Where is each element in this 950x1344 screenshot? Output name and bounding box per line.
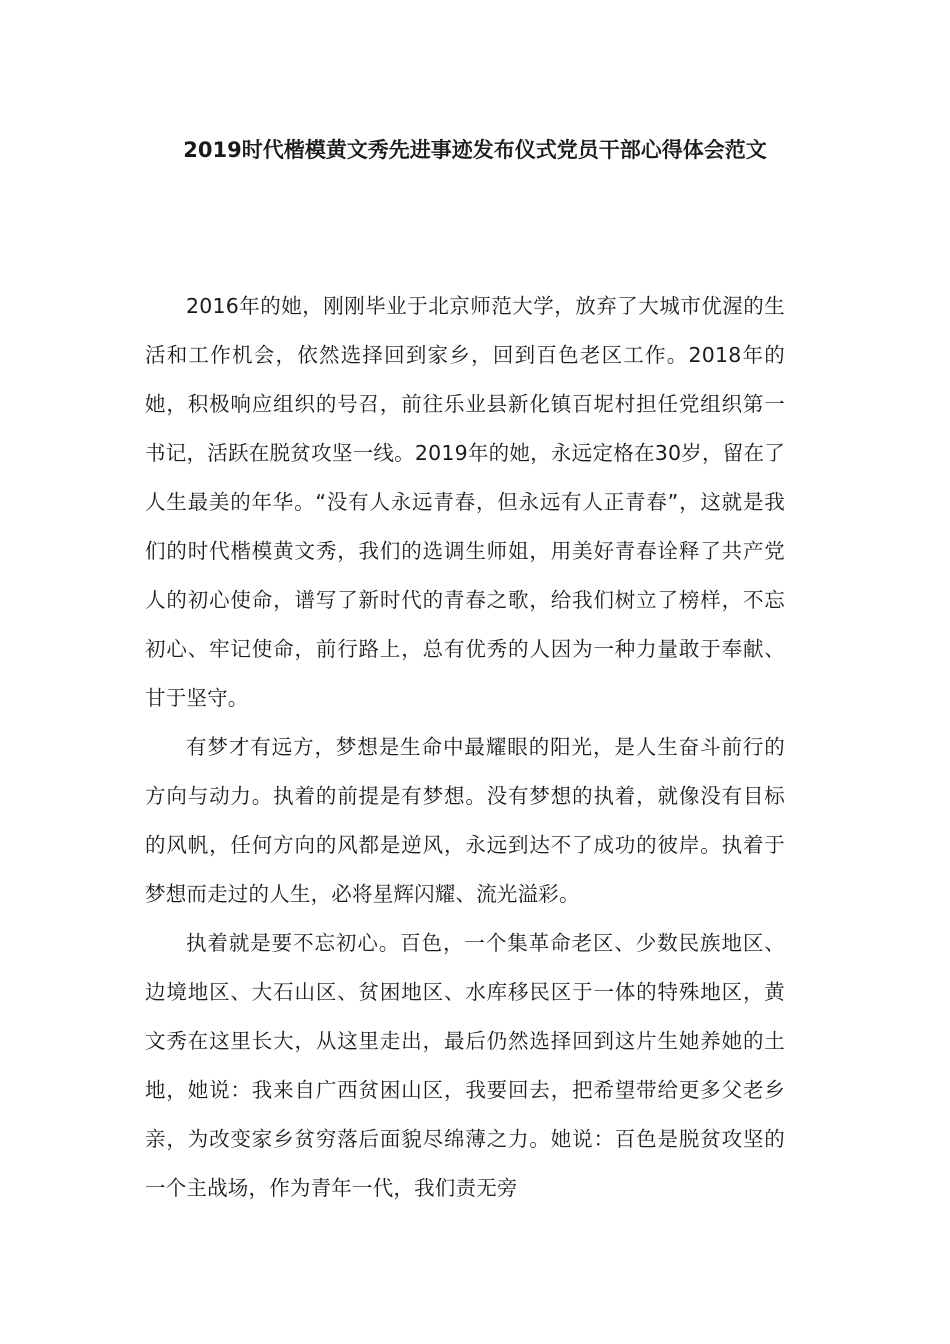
paragraph-3: 执着就是要不忘初心。百色，一个集革命老区、少数民族地区、边境地区、大石山区、贫困地区、水库移民区于一体的特殊地区，黄文秀在这里长大，从这里走出，最后仍然选择回到这片生她养她的土地，她说：我来自广西贫困山区，我要回去，把希望带给更多父老乡亲，为改变家乡贫穷落后面貌尽绵薄之力。她说：百色是脱贫攻坚的一个主战场，作为青年一代，我们责无旁 [145,931,785,1200]
paragraph-2: 有梦才有远方，梦想是生命中最耀眼的阳光，是人生奋斗前行的方向与动力。执着的前提是有梦想。没有梦想的执着，就像没有目标的风帆，任何方向的风都是逆风，永远到达不了成功的彼岸。执着于梦想而走过的人生，必将星辉闪耀、流光溢彩。 [145,735,785,906]
document-body [145,282,785,1213]
document-title: 2019时代楷模黄文秀先进事迹发布仪式党员干部心得体会范文 [183,138,767,162]
paragraph-1: 2016年的她，刚刚毕业于北京师范大学，放弃了大城市优渥的生活和工作机会，依然选择回到家乡，回到百色老区工作。2018年的她，积极响应组织的号召，前往乐业县新化镇百坭村担任党组织第一书记，活跃在脱贫攻坚一线。2019年的她，永远定格在30岁，留在了人生最美的年华。“没有人永远青春，但永远有人正青春”，这就是我们的时代楷模黄文秀，我们的选调生师姐，用美好青春诠释了共产党人的初心使命，谱写了新时代的青春之歌，给我们树立了榜样，不忘初心、牢记使命，前行路上，总有优秀的人因为一种力量敢于奉献、甘于坚守。 [145,294,785,710]
